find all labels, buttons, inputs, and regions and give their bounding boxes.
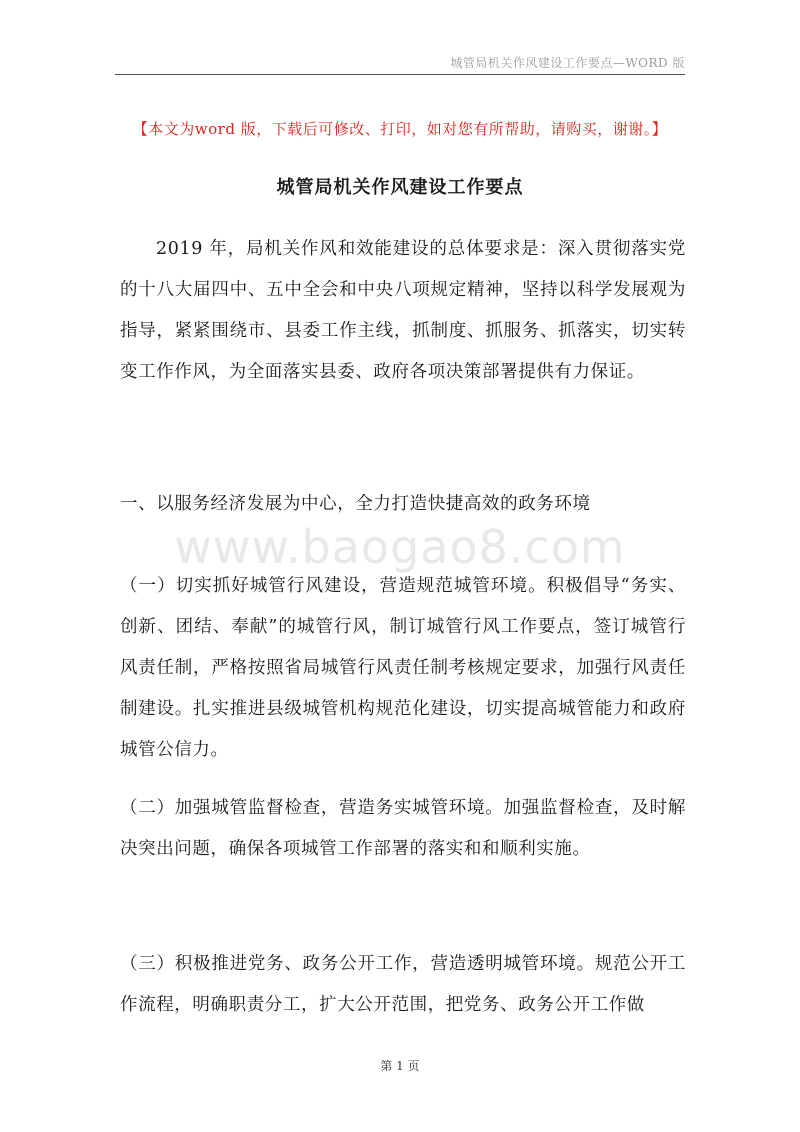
body-paragraph: （二）加强城管监督检查，营造务实城管环境。加强监督检查，及时解决突出问题，确保各项城管工作部署的落实和和顺利实施。	[120, 798, 686, 859]
intro-paragraph: 2019 年，局机关作风和效能建设的总体要求是：深入贯彻落实党的十八大届四中、五中全会和中央八项规定精神，坚持以科学发展观为指导，紧紧围绕市、县委工作主线，抓制度、抓服务、抓落实，切实转变工作作风，为全面落实县委、政府各项决策部署提供有力保证。	[120, 239, 686, 382]
document-title: 城管局机关作风建设工作要点	[276, 177, 524, 198]
body-paragraph: （一）切实抓好城管行风建设，营造规范城管环境。积极倡导“务实、创新、团结、奉献”的城管行风，制订城管行风工作要点，签订城管行风责任制，严格按照省局城管行风责任制考核规定要求，加强行风责任制建设。扎实推进县级城管机构规范化建设，切实提高城管能力和政府城管公信力。	[120, 576, 686, 760]
page-number: 第 1 页	[380, 1059, 420, 1073]
header-divider	[115, 74, 685, 75]
page-header: 城管局机关作风建设工作要点—WORD 版	[450, 56, 685, 70]
section-heading: 一、以服务经济发展为中心，全力打造快捷高效的政务环境	[120, 494, 591, 514]
purchase-notice: 【本文为word 版，下载后可修改、打印，如对您有所帮助，请购买，谢谢。】	[132, 120, 668, 138]
body-paragraph: （三）积极推进党务、政务公开工作，营造透明城管环境。规范公开工作流程，明确职责分工，扩大公开范围，把党务、政务公开工作做	[120, 954, 686, 1015]
watermark: www.baogao8.com	[174, 520, 626, 574]
